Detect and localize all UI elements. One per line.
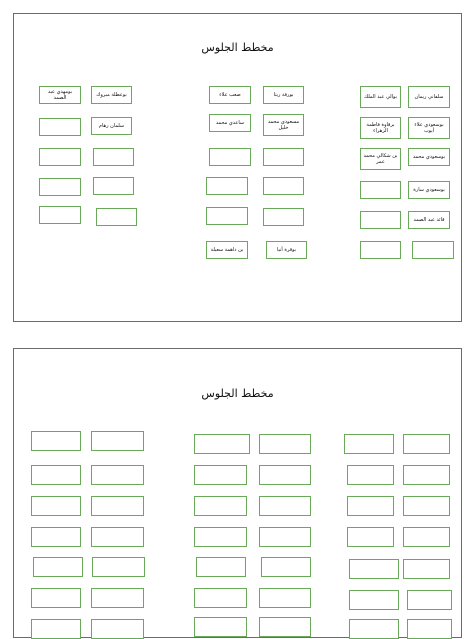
desk: صعب علاء — [209, 86, 251, 104]
desk — [259, 527, 311, 547]
desk — [259, 465, 311, 485]
desk: بوعطلة مبروك — [91, 86, 132, 104]
desk — [39, 148, 81, 166]
desk — [263, 208, 304, 226]
desk — [194, 588, 247, 608]
desk — [31, 431, 81, 451]
desk — [31, 588, 81, 608]
seating-sheet-2 — [13, 348, 462, 638]
desk — [403, 465, 450, 485]
desk — [92, 557, 145, 577]
desk — [206, 177, 248, 195]
desk — [39, 118, 81, 136]
desk — [347, 465, 394, 485]
desk: بوسعودي سارة — [408, 181, 450, 199]
desk — [403, 559, 450, 579]
desk — [194, 496, 247, 516]
desk — [347, 527, 394, 547]
desk — [403, 496, 450, 516]
desk — [349, 590, 399, 610]
desk — [403, 434, 450, 454]
desk — [96, 208, 137, 226]
desk — [407, 619, 452, 639]
desk — [261, 557, 311, 577]
desk — [31, 465, 81, 485]
desk — [31, 619, 81, 639]
desk — [360, 181, 401, 199]
desk — [360, 241, 401, 259]
desk — [93, 148, 134, 166]
desk — [259, 588, 311, 608]
desk: بومهدي عبد الصمد — [39, 86, 81, 104]
sheet-title: مخطط الجلوس — [201, 387, 274, 400]
desk — [91, 431, 144, 451]
desk: بوسعودي علاء أيوب — [408, 117, 450, 139]
desk — [194, 617, 247, 637]
desk — [263, 148, 304, 166]
desk — [194, 527, 247, 547]
desk — [31, 527, 81, 547]
desk: بن شكالي محمد عمر — [360, 148, 401, 170]
desk — [349, 559, 399, 579]
desk — [263, 177, 304, 195]
seating-sheet-1 — [13, 13, 462, 322]
desk: بوسعودي محمد — [408, 148, 450, 166]
desk — [407, 590, 452, 610]
desk — [259, 617, 311, 637]
desk — [206, 207, 248, 225]
desk — [93, 177, 134, 195]
desk — [403, 527, 450, 547]
desk: برقاوة فاطمة الزهراء — [360, 117, 401, 139]
desk — [349, 619, 399, 639]
desk — [196, 557, 246, 577]
desk: مسعودي محمد خليل — [263, 114, 304, 136]
desk: بوقرة أنيا — [266, 241, 307, 259]
desk — [39, 178, 81, 196]
desk: بورفة ريتا — [263, 86, 304, 104]
desk — [194, 434, 250, 454]
desk — [91, 496, 144, 516]
desk: قائد عبد الصمد — [408, 211, 450, 229]
desk — [259, 434, 311, 454]
sheet-title: مخطط الجلوس — [201, 41, 274, 54]
desk: سلفاني ريمان — [408, 86, 450, 108]
desk — [259, 496, 311, 516]
desk — [91, 619, 144, 639]
desk — [412, 241, 454, 259]
desk — [33, 557, 83, 577]
desk: سلمان رهام — [91, 117, 132, 135]
desk — [31, 496, 81, 516]
desk — [360, 211, 401, 229]
desk — [91, 465, 144, 485]
desk: ساعدي محمد — [209, 114, 251, 132]
desk: بوالي عبد الملك — [360, 86, 401, 108]
desk — [91, 527, 144, 547]
desk — [91, 588, 144, 608]
desk: بن داهمة سعيلة — [206, 241, 248, 259]
desk — [194, 465, 247, 485]
desk — [209, 148, 251, 166]
desk — [344, 434, 394, 454]
desk — [39, 206, 81, 224]
desk — [347, 496, 394, 516]
